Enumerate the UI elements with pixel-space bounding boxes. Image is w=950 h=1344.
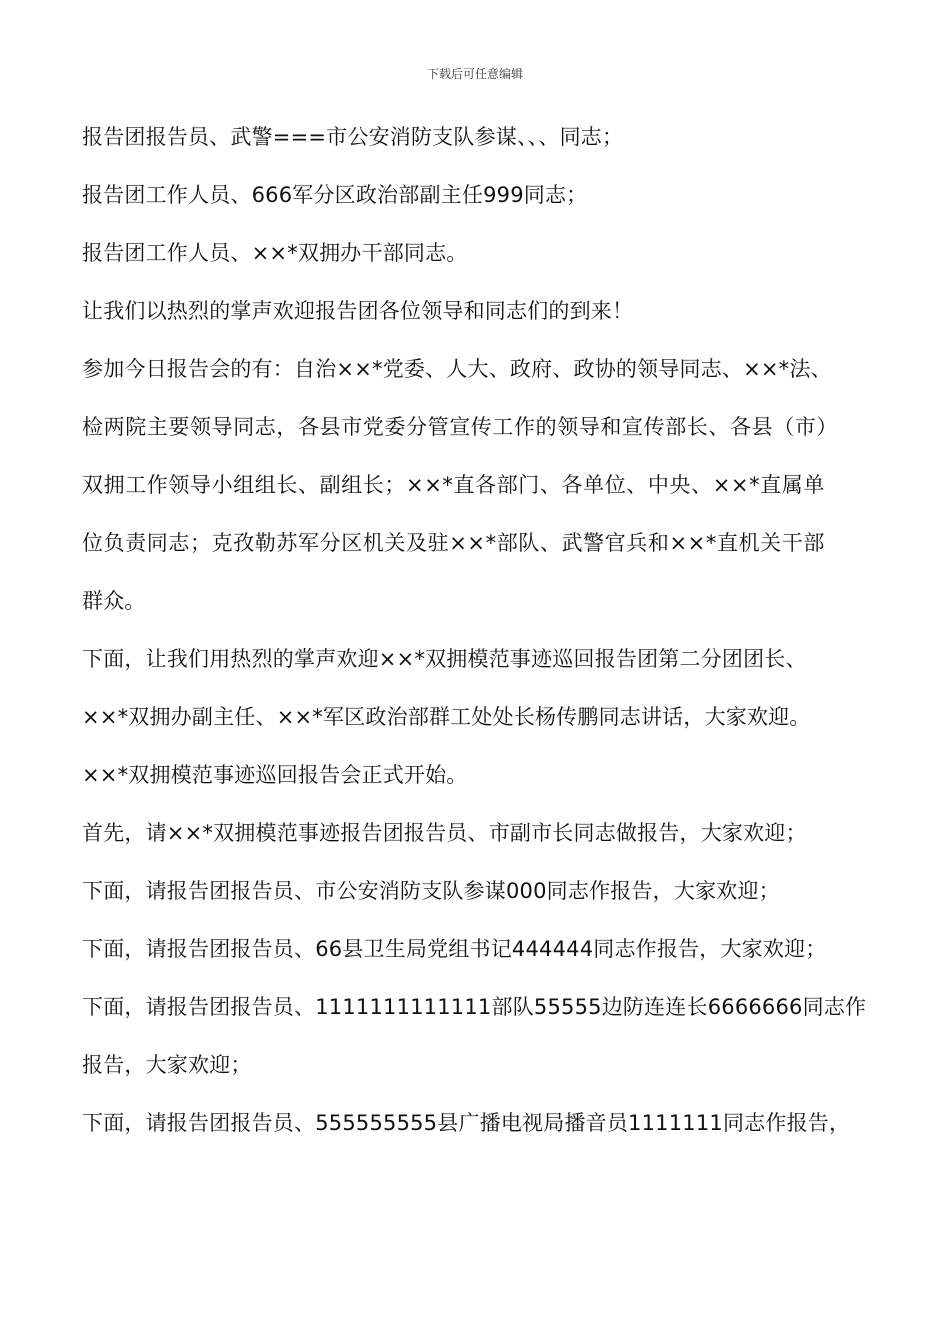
text-line: 下面，请报告团报告员、市公安消防支队参谋000同志作报告，大家欢迎； — [82, 879, 780, 903]
text-line: 报告团报告员、武警===市公安消防支队参谋、、、同志； — [82, 125, 624, 149]
text-line: 让我们以热烈的掌声欢迎报告团各位领导和同志们的到来！ — [82, 299, 634, 323]
text-line: ××*双拥办副主任、××*军区政治部群工处处长杨传鹏同志讲话，大家欢迎。 — [82, 705, 811, 729]
page-header: 下载后可任意编辑 — [426, 67, 523, 81]
text-line: 首先，请××*双拥模范事迹报告团报告员、市副市长同志做报告，大家欢迎； — [82, 821, 807, 845]
text-line: 报告团工作人员、××*双拥办干部同志。 — [82, 241, 468, 265]
text-line: 报告，大家欢迎； — [82, 1053, 252, 1077]
text-line: 参加今日报告会的有：自治××*党委、人大、政府、政协的领导同志、××*法、 — [82, 357, 832, 381]
text-line: 检两院主要领导同志，各县市党委分管宣传工作的领导和宣传部长、各县（市） — [82, 415, 838, 439]
text-line: 群众。 — [82, 589, 146, 613]
text-line: 报告团工作人员、666军分区政治部副主任999同志； — [82, 183, 588, 207]
text-line: 下面，请报告团报告员、1111111111111部队55555边防连连长6666666同志作 — [82, 995, 867, 1019]
text-line: 下面，请报告团报告员、66县卫生局党组书记444444同志作报告，大家欢迎； — [82, 937, 827, 961]
text-line: 下面，让我们用热烈的掌声欢迎××*双拥模范事迹巡回报告团第二分团团长、 — [82, 647, 807, 671]
text-line: 下面，请报告团报告员、555555555县广播电视局播音员1111111同志作报告， — [82, 1111, 851, 1135]
text-line: 双拥工作领导小组组长、副组长；××*直各部门、各单位、中央、××*直属单 — [82, 473, 825, 497]
document-body — [82, 120, 902, 1164]
text-line: 位负责同志；克孜勒苏军分区机关及驻××*部队、武警官兵和××*直机关干部 — [82, 531, 825, 555]
text-line: ××*双拥模范事迹巡回报告会正式开始。 — [82, 763, 468, 787]
